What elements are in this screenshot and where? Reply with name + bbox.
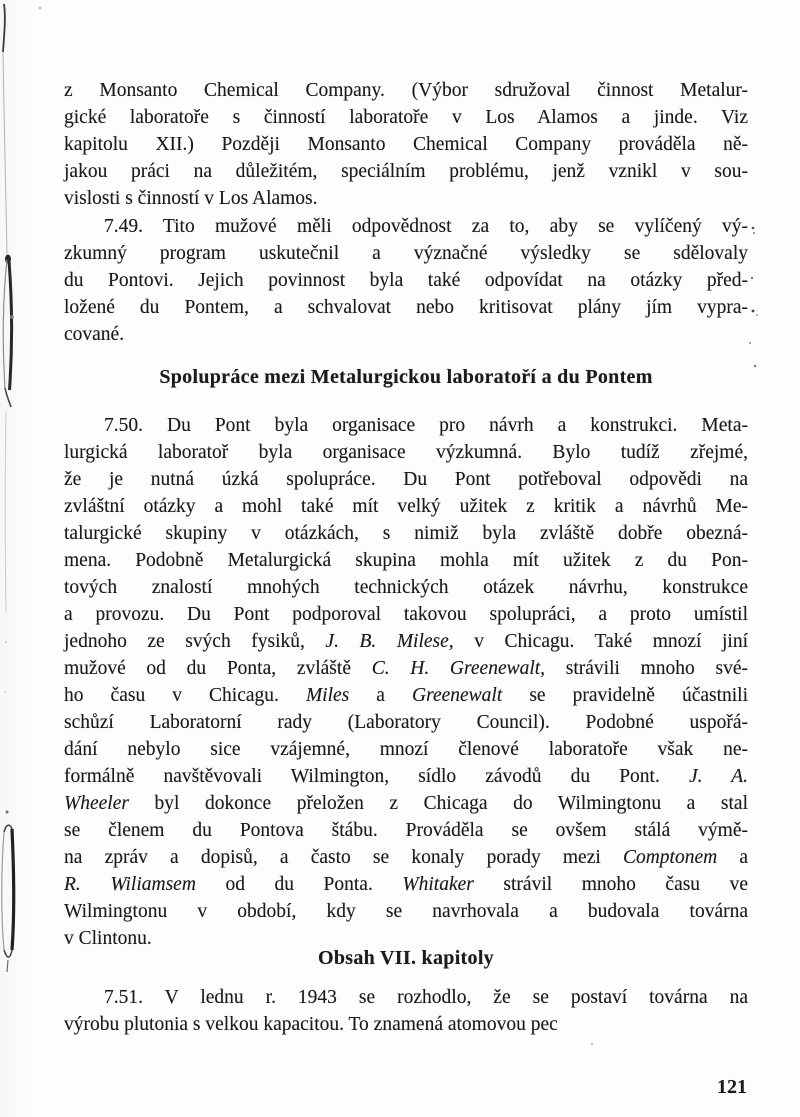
- paragraph-continuation: [64, 77, 748, 212]
- text-line: gické laboratoře s činností laboratoře v Los Alamos a jinde. Viz: [64, 107, 748, 128]
- section-heading-obsah: Obsah VII. kapitoly: [318, 947, 494, 969]
- text-line: dání nebylo sice vzájemné, mnozí členové laboratoře však ne-: [64, 739, 748, 760]
- text-line: formálně navštěvovali Wilmington, sídlo závodů du Pont. J. A.: [64, 766, 748, 787]
- text-line: ložené du Pontem, a schvalovat nebo kritisovat plány jím vypra-: [64, 297, 748, 318]
- text-line: talurgické skupiny v otázkách, s nimiž byla zvláště dobře obezná-: [64, 523, 748, 544]
- text-line: tových znalostí mnohých technických otázek návrhu, konstrukce: [64, 577, 748, 598]
- text-line: a provozu. Du Pont podporoval takovou spolupráci, a proto umístil: [64, 604, 748, 625]
- text-line: výrobu plutonia s velkou kapacitou. To znamená atomovou pec: [64, 1014, 558, 1035]
- paragraph-7-51: [64, 984, 748, 1038]
- text-line: že je nutná úzká spolupráce. Du Pont potřeboval odpovědi na: [64, 469, 748, 490]
- text-line: z Monsanto Chemical Company. (Výbor sdružoval činnost Metalur-: [64, 80, 748, 101]
- text-line: mena. Podobně Metalurgická skupina mohla mít užitek z du Pon-: [64, 550, 748, 571]
- text-line: 7.51. V lednu r. 1943 se rozhodlo, že se postaví továrna na: [104, 987, 748, 1008]
- text-line: se členem du Pontova štábu. Prováděla se ovšem stálá výmě-: [64, 820, 748, 841]
- text-line: vislosti s činností v Los Alamos.: [64, 188, 318, 209]
- page-number: 121: [717, 1076, 747, 1098]
- text-line: mužové od du Ponta, zvláště C. H. Greenewalt, strávili mnoho své-: [64, 658, 748, 679]
- text-line: zkumný program uskutečnil a význačné výsledky se sdělovaly: [64, 243, 748, 264]
- binding-crease-loop-upper: [3, 255, 14, 408]
- text-line: Wheeler byl dokonce přeložen z Chicaga do Wilmingtonu a stal: [64, 793, 748, 814]
- text-line: 7.49. Tito mužové měli odpovědnost za to, aby se vylíčený vý-: [104, 216, 748, 237]
- text-line: du Pontovi. Jejich povinnost byla také odpovídat na otázky před-: [64, 270, 748, 291]
- text-line: zvláštní otázky a mohl také mít velký užitek z kritik a návrhů Me-: [64, 496, 748, 517]
- text-line: ho času v Chicagu. Miles a Greenewalt se pravidelně účastnili: [64, 685, 749, 706]
- text-line: Wilmingtonu v období, kdy se navrhovala a budovala továrna: [64, 901, 748, 922]
- text-line: kapitolu XII.) Později Monsanto Chemical Company prováděla ně-: [64, 134, 748, 155]
- text-line: 7.50. Du Pont byla organisace pro návrh a konstrukci. Meta-: [104, 415, 748, 436]
- text-line: lurgická laboratoř byla organisace výzkumná. Bylo tudíž zřejmé,: [64, 442, 748, 463]
- binding-crease-loop-lower: [2, 825, 14, 972]
- text-line: jednoho ze svých fysiků, J. B. Milese, v Chicagu. Také mnozí jiní: [64, 631, 748, 652]
- paragraph-7-49: [64, 213, 748, 348]
- binding-crease-top: [3, 4, 41, 254]
- section-heading-spoluprace: Spolupráce mezi Metalurgickou laboratoří a du Pontem: [159, 366, 653, 388]
- text-line: v Clintonu.: [64, 928, 152, 949]
- text-line: schůzí Laboratorní rady (Laboratory Council). Podobné uspořá-: [64, 712, 748, 733]
- text-line: R. Wiliamsem od du Ponta. Whitaker strávil mnoho času ve: [64, 874, 749, 895]
- binding-crease-mid: [4, 412, 9, 814]
- text-line: cované.: [64, 324, 125, 345]
- text-line: na zpráv a dopisů, a často se konaly porady mezi Comptonem a: [64, 847, 749, 868]
- paragraph-7-50: [64, 412, 748, 952]
- text-line: jakou práci na důležitém, speciálním problému, jenž vznikl v sou-: [64, 161, 748, 182]
